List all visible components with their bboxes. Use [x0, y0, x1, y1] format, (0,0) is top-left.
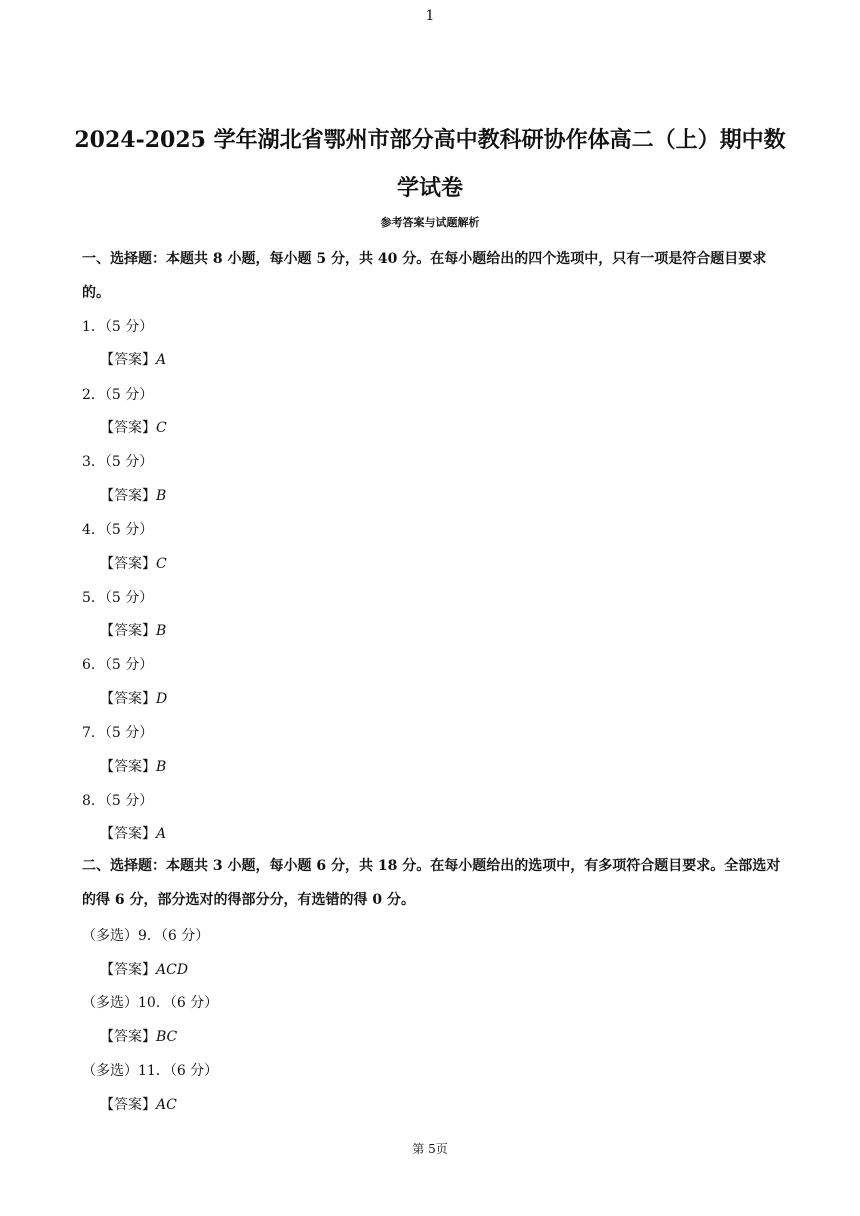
- answer-5: [100, 620, 166, 640]
- answer-prefix: 【答案】: [100, 352, 156, 368]
- answer-4: [100, 553, 167, 573]
- question-5-label: 5．（5 分）: [82, 590, 154, 606]
- answer-value: BC: [156, 1029, 178, 1045]
- page-footer: 第 5页: [412, 1142, 448, 1156]
- answer-6: [100, 688, 167, 708]
- question-2-label: 2．（5 分）: [82, 387, 154, 403]
- answer-value: C: [156, 420, 167, 436]
- answer-7: [100, 756, 166, 776]
- answer-3: [100, 485, 166, 505]
- answer-1: [100, 349, 166, 369]
- answer-prefix: 【答案】: [100, 556, 156, 572]
- answer-value: B: [156, 759, 167, 775]
- question-10-label: （多选）10．（6 分）: [82, 995, 219, 1011]
- question-6-label: 6．（5 分）: [82, 657, 154, 673]
- answer-value: B: [156, 623, 167, 639]
- answer-prefix: 【答案】: [100, 826, 156, 842]
- question-8-label: 8．（5 分）: [82, 793, 154, 809]
- answer-prefix: 【答案】: [100, 691, 156, 707]
- question-9-label: （多选）9．（6 分）: [82, 928, 210, 944]
- answer-8: [100, 823, 166, 843]
- document-subtitle: 参考答案与试题解析: [380, 216, 480, 229]
- answer-value: A: [156, 352, 167, 368]
- document-title: 2024-2025 学年湖北省鄂州市部分高中教科研协作体高二（上）期中数学试卷: [74, 127, 786, 201]
- answer-11: [100, 1094, 177, 1114]
- page-number-top: 1: [425, 8, 435, 24]
- answer-2: [100, 417, 167, 437]
- question-1-label: 1．（5 分）: [82, 319, 154, 335]
- question-11-label: （多选）11．（6 分）: [82, 1063, 219, 1079]
- answer-prefix: 【答案】: [100, 962, 156, 978]
- answer-value: B: [156, 488, 167, 504]
- answer-value: D: [156, 691, 168, 707]
- section-2-heading: 二、选择题：本题共 3 小题，每小题 6 分，共 18 分。在每小题给出的选项中，有多项符合题目要求。全部选对的得 6 分，部分选对的得部分分，有选错的得 0 分。: [82, 858, 781, 908]
- answer-prefix: 【答案】: [100, 1029, 156, 1045]
- answer-value: A: [156, 826, 167, 842]
- answer-10: [100, 1026, 177, 1046]
- answer-prefix: 【答案】: [100, 759, 156, 775]
- question-4-label: 4．（5 分）: [82, 522, 154, 538]
- question-3-label: 3．（5 分）: [82, 454, 154, 470]
- answer-value: AC: [156, 1097, 177, 1113]
- answer-prefix: 【答案】: [100, 420, 156, 436]
- answer-prefix: 【答案】: [100, 623, 156, 639]
- section-1-heading: 一、选择题：本题共 8 小题，每小题 5 分，共 40 分。在每小题给出的四个选项中，只有一项是符合题目要求的。: [82, 251, 767, 301]
- answer-prefix: 【答案】: [100, 488, 156, 504]
- question-7-label: 7．（5 分）: [82, 725, 154, 741]
- answer-value: ACD: [156, 962, 189, 978]
- answer-value: C: [156, 556, 167, 572]
- answer-9: [100, 959, 188, 979]
- answer-prefix: 【答案】: [100, 1097, 156, 1113]
